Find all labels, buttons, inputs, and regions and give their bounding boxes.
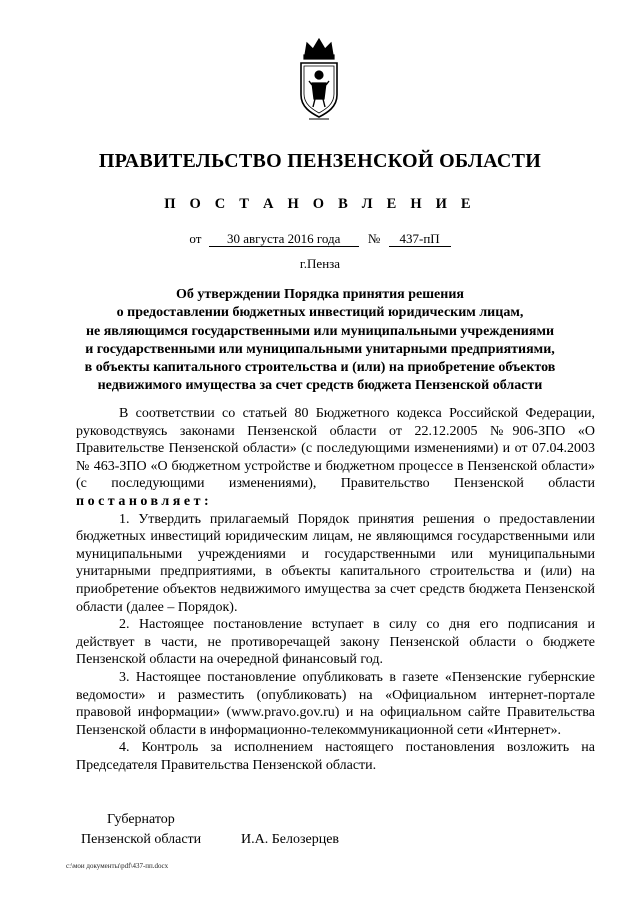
from-label: от	[189, 231, 202, 246]
file-path-footer: c:\мои документы\pdf\437-пп.docx	[66, 862, 169, 870]
signer-title: Губернатор	[107, 812, 175, 827]
date-number-line	[0, 231, 640, 247]
decree-date: 30 августа 2016 года	[209, 232, 359, 247]
title-line: и государственными или муниципальными унитарными предприятиями,	[85, 341, 555, 357]
decree-number: 437-пП	[389, 232, 451, 247]
government-name: ПРАВИТЕЛЬСТВО ПЕНЗЕНСКОЙ ОБЛАСТИ	[98, 150, 542, 172]
title-line: Об утверждении Порядка принятия решения	[176, 287, 464, 302]
title-line: недвижимого имущества за счет средств бюджета Пензенской области	[97, 378, 543, 394]
title-line: не являющимся государственными или муниципальными учреждениями	[85, 323, 555, 339]
title-line: о предоставлении бюджетных инвестиций юридическим лицам,	[116, 305, 524, 321]
document-type: П О С Т А Н О В Л Е Н И Е	[164, 196, 476, 212]
document-title	[60, 286, 580, 396]
title-line: в объекты капитального строительства и (или) на приобретение объектов	[84, 360, 556, 376]
preamble-paragraph	[76, 405, 595, 511]
preamble-text: В соответствии со статьей 80 Бюджетного кодекса Российской Федерации, руководствуясь законами Пензенской области от 22.12.2005 №906-ЗПО «О Правительстве Пензенской области» (с последующими изменениями) и от 07.04.2003 № 463-ЗПО «О бюджетном устройстве и бюджетном процессе в Пензенской области» (с последующими изменениями), Правительство Пензенской области	[76, 406, 595, 492]
body-paragraph: 4. Контроль за исполнением настоящего постановления возложить на Председателя Правительства Пензенской области.	[76, 740, 595, 773]
body-paragraph: 2. Настоящее постановление вступает в силу со дня его подписания и действует в части, не противоречащей закону Пензенской области о бюджете Пензенской области на очередной финансовый год.	[76, 617, 595, 668]
resolves-word: постановляет:	[76, 493, 213, 509]
number-label: №	[367, 231, 381, 246]
signer-region: Пензенской области	[81, 832, 202, 847]
signer-name: И.А. Белозерцев	[241, 832, 340, 847]
document-body	[76, 405, 595, 774]
body-paragraph: 3. Настоящее постановление опубликовать в газете «Пензенские губернские ведомости» и разместить (опубликовать) на «Официальном интернет-портале правовой информации» (www.pravo.gov.ru) и на официальном сайте Правительства Пензенской области в информационно-телекоммуникационной сети «Интернет».	[76, 669, 595, 738]
city: г.Пенза	[299, 256, 341, 271]
body-paragraph: 1. Утвердить прилагаемый Порядок принятия решения о предоставлении бюджетных инвестиций юридическим лицам, не являющимся государственными или муниципальными учреждениями и государственными или муниципальными унитарными предприятиями, в объекты капитального строительства и (или) на приобретение объектов недвижимого имущества за счет средств бюджета Пензенской области (далее – Порядок).	[76, 511, 595, 615]
coat-of-arms-icon	[295, 33, 343, 125]
